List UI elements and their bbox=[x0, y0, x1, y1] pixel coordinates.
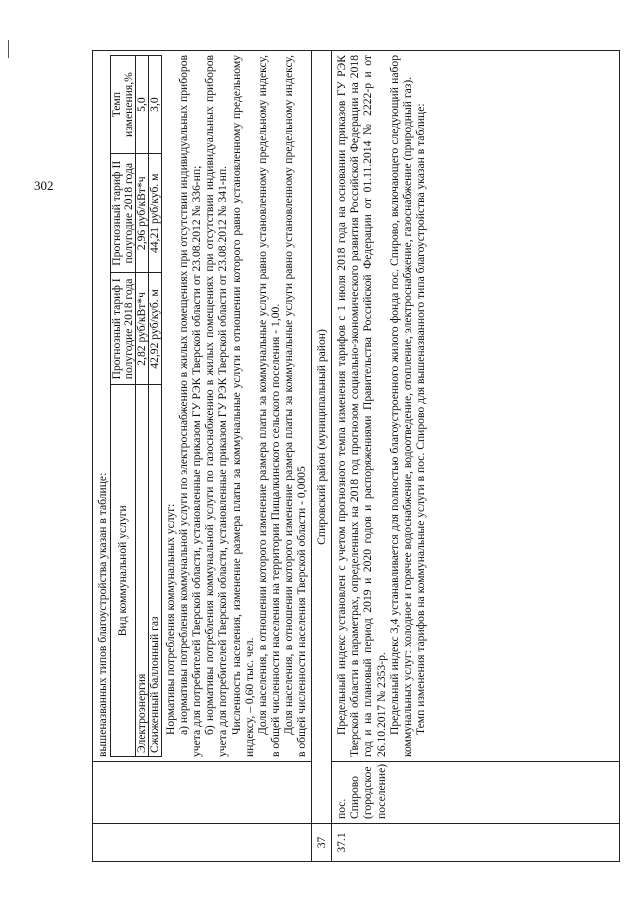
tariff-cell: 5,0 bbox=[136, 56, 149, 154]
tariff-row bbox=[149, 56, 162, 757]
paragraph-share-region: Доля населения, в отношении которого изменение размера платы за коммунальные услуги равно установленному предельному индексу, в общей численности населения Тверской области - 0,0005 bbox=[281, 55, 309, 757]
paragraph-population: Численность населения, изменение размера платы за коммунальные услуги в отношении которого равно установленному предельному индексу, – 0,60 тыс. чел. bbox=[229, 55, 256, 757]
header-tariff-h1: Прогнозный тариф I полугодие 2018 года bbox=[111, 273, 136, 385]
tariff-cell: 44,21 руб/куб. м bbox=[149, 154, 162, 273]
header-tariff-h2: Прогнозный тариф II полугодие 2018 года bbox=[111, 154, 136, 273]
content-cell bbox=[332, 51, 620, 762]
tariff-cell: Сжиженный баллонный газ bbox=[149, 385, 162, 757]
tariff-cell: 3,0 bbox=[149, 56, 162, 154]
paragraph: Предельный индекс 3,4 устанавливается для полностью благоустроенного жилого фонда пос. Спирово, включающего следующий набор коммунальных услуг: холодное и горячее водоснабжение, водоотведение, отопление, электроснабжение, газоснабжение (природный газ). bbox=[387, 55, 414, 757]
content-cell bbox=[93, 51, 312, 762]
tariff-row bbox=[136, 56, 149, 757]
tariff-header-row bbox=[111, 56, 136, 757]
scan-mark bbox=[8, 40, 9, 58]
rotated-page bbox=[92, 50, 620, 862]
tariff-cell: Электроэнергия bbox=[136, 385, 149, 757]
tariff-table bbox=[110, 55, 162, 757]
settlement-name: пос. Спирово (городское поселение) bbox=[332, 762, 620, 824]
tariff-cell: 42,92 руб/куб. м bbox=[149, 273, 162, 385]
paragraph-norm-a: а) нормативы потребления коммунальной услуги по электроснабжению в жилых помещениях при отсутствии индивидуальных приборов учета для потребителей Тверской области, установленные приказом ГУ РЭК Тверской области от 23.08.2012 № 336-нп; bbox=[177, 55, 204, 757]
paragraph: Предельный индекс установлен с учетом прогнозного темпа изменения тарифов с 1 июля 2018 года на основании приказов ГУ РЭК Тверской области в параметрах, определенных на 2018 год прогнозом социально-экономического развития Российской Федерации на 2018 год и на плановый период 2019 и 2020 годов и распоряжениями Правительства Российской Федерации от 01.11.2014 № 2222-р и от 26.10.2017 № 2353-р. bbox=[335, 55, 388, 757]
paragraph-norms-title: Нормативы потребления коммунальных услуг: bbox=[164, 503, 178, 735]
header-rate: Темп изменения,% bbox=[111, 56, 136, 154]
paragraph: Темп изменения тарифов на коммунальные услуги в пос. Спирово для вышеназванного типа благоустройства указан в таблице: bbox=[413, 103, 427, 735]
district-title: Спировский район (муниципальный район) bbox=[312, 51, 332, 824]
table-row bbox=[312, 51, 332, 862]
table-row bbox=[93, 51, 312, 862]
row-number: 37.1 bbox=[332, 824, 620, 862]
number-cell bbox=[93, 824, 312, 862]
tariff-cell: 2,96 руб/кВт*ч bbox=[136, 154, 149, 273]
header-service: Вид коммунальной услуги bbox=[111, 385, 136, 757]
tariff-cell: 2,82 руб/кВт*ч bbox=[136, 273, 149, 385]
name-cell bbox=[93, 762, 312, 824]
paragraph-norm-b: б) нормативы потребления коммунальной услуги по газоснабжению в жилых помещениях при отсутствии индивидуальных приборов учета для потребителей Тверской области, установленные приказом ГУ РЭК Тверской области от 23.08.2012 № 341-нп. bbox=[203, 55, 230, 757]
row-number: 37 bbox=[312, 824, 332, 862]
table-row bbox=[332, 51, 620, 862]
paragraph-intro: вышеназванных типов благоустройства указан в таблице: bbox=[96, 472, 109, 757]
document-table bbox=[92, 50, 620, 862]
page-number: 302 bbox=[34, 178, 54, 193]
paragraph-share-settlement: Доля населения, в отношении которого изменение размера платы за коммунальные услуги равно установленному предельному индексу, в общей численности населения на территории Пищалкинского сельского поселения - 1,00. bbox=[255, 55, 282, 757]
